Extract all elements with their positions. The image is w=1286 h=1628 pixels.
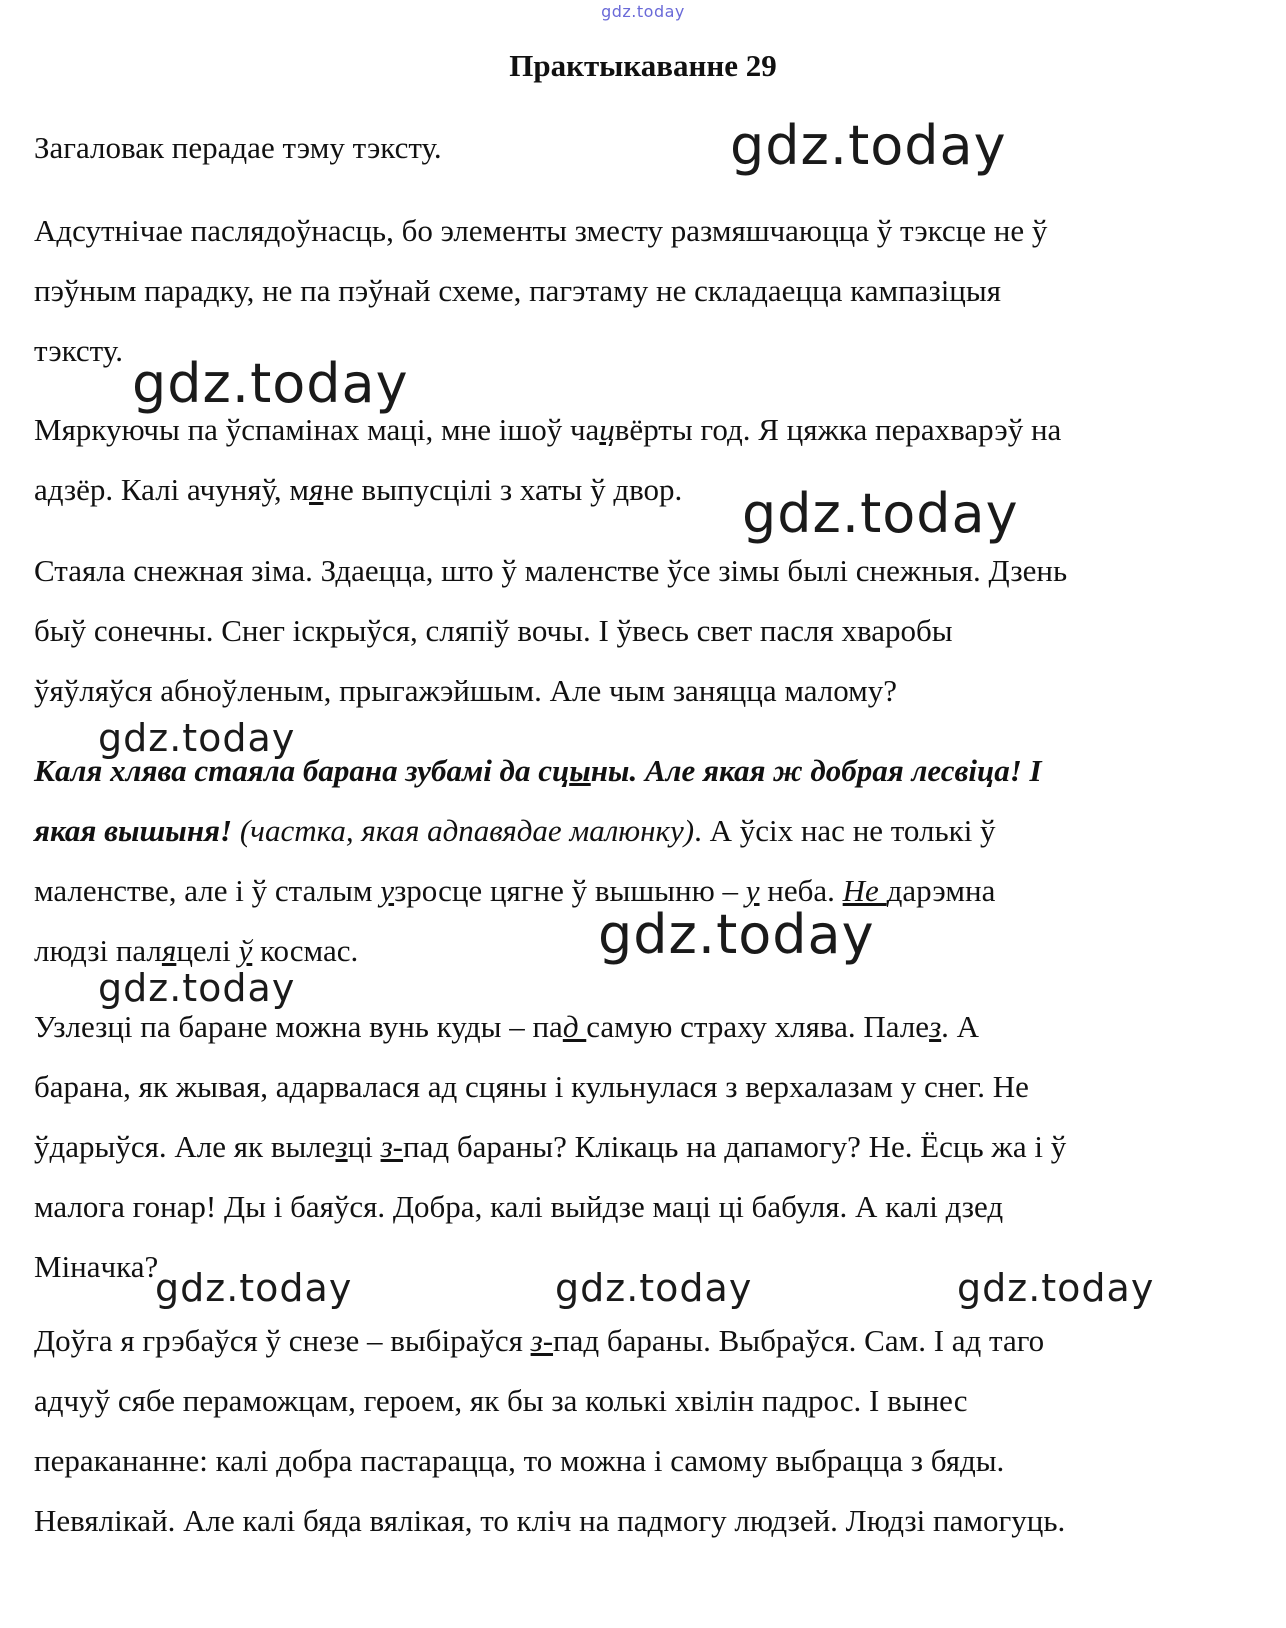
paragraph-6 (34, 997, 1254, 1297)
text-run: . А (941, 1009, 980, 1044)
text-run: Мяркуючы па ўспамінах маці, мне ішоў ча (34, 412, 600, 447)
text-line: адчуў сябе пераможцам, героем, як бы за колькі хвілін падрос. І вынес (34, 1383, 968, 1418)
text-line (34, 460, 1254, 520)
underlined-letter: ў (238, 933, 253, 968)
text-line: перакананне: калі добра пастарацца, то можна і самому выбрацца з бяды. (34, 1443, 1005, 1478)
underlined-letter: у (380, 873, 395, 908)
underlined-letter: д (562, 1009, 587, 1044)
text-line: ўяўляўся абноўленым, прыгажэйшым. Але чым заняцца маломy? (34, 673, 898, 708)
text-run: вёрты год. Я цяжка перахварэў на (614, 412, 1062, 447)
page-title: Практыкаванне 29 (509, 48, 777, 83)
underlined-letter: ы (569, 753, 591, 788)
paragraph-1 (34, 118, 1254, 178)
text-line (34, 1117, 1254, 1177)
text-run: не выпусцілі з хаты ў двор. (323, 472, 683, 507)
text-line: Мінaчка? (34, 1249, 159, 1284)
underlined-letter: з (929, 1009, 942, 1044)
watermark: gdz.today (730, 114, 1007, 177)
text-line: пэўным парадку, не па пэўнай схеме, пагэтаму не складаецца кампазіцыя (34, 273, 1001, 308)
watermark: gdz.today (155, 1266, 353, 1310)
paragraph-4 (34, 541, 1254, 721)
text-line: барана, як жывая, адарвалася ад сцяны і кульнулася з верхалазам у снег. Не (34, 1069, 1029, 1104)
site-mark: gdz.today (601, 2, 685, 21)
text-run: пад бараны? Клікаць на дапамогу? Не. Ёсць жа і ў (403, 1129, 1067, 1164)
text-line (34, 1311, 1254, 1371)
watermark: gdz.today (98, 966, 296, 1010)
watermark: gdz.today (98, 716, 296, 760)
text-run: неба. (759, 873, 843, 908)
watermark: gdz.today (132, 352, 409, 415)
text-run: ны. Але якая ж добрая лесвіца! І (590, 753, 1042, 788)
text-run: адзёр. Калі ачуняў, м (34, 472, 310, 507)
underlined-prefix: з- (530, 1323, 554, 1358)
underlined-letter: я (309, 472, 324, 507)
text-run: дарэмна (886, 873, 996, 908)
text-run: людзі пал (34, 933, 162, 968)
text-run: целі (176, 933, 239, 968)
watermark: gdz.today (957, 1266, 1155, 1310)
text-run: зросце цягне ў вышыню – (394, 873, 746, 908)
text-run: пад бараны. Выбраўся. Сам. І ад таго (553, 1323, 1045, 1358)
paragraph-3 (34, 400, 1254, 520)
text-line: малога гонар! Ды і баяўся. Добра, калі выйдзе маці ці бабуля. А калі дзед (34, 1189, 1004, 1224)
text-line (34, 801, 1254, 861)
paragraph-7 (34, 1311, 1254, 1551)
underlined-letter: ц (599, 412, 615, 447)
underlined-letter: з (335, 1129, 348, 1164)
text-line: Невялікай. Але калі бяда вялікая, то кліч на падмогу людзей. Людзі памогуць. (34, 1503, 1066, 1538)
underlined-word: Не (842, 873, 887, 908)
watermark: gdz.today (598, 903, 875, 966)
watermark: gdz.today (742, 482, 1019, 545)
text-run: Каля хлява стаяла барана зубамі да сц (34, 753, 570, 788)
underlined-prefix: з- (380, 1129, 403, 1164)
text-run: Доўга я грэбаўся ў снезе – выбіраўся (34, 1323, 531, 1358)
underlined-letter: я (161, 933, 177, 968)
watermark: gdz.today (555, 1266, 753, 1310)
text-run: . А ўсіх нас не толькі ў (694, 813, 996, 848)
text-line: быў сонечны. Снег іскрыўся, сляпіў вочы. І ўвесь свет пасля хваробы (34, 613, 953, 648)
text-line: тэксту. (34, 333, 123, 368)
italic-note: (частка, якая адпавядае малюнку) (232, 813, 695, 848)
bold-text: якая вышыня! (34, 813, 233, 848)
text-line: Адсутнічае паслядоўнасць, бо элементы зместу размяшчаюцца ў тэксце не ў (34, 213, 1048, 248)
text-run: Узлезці па баране можна вунь куды – па (34, 1009, 563, 1044)
text-line: Стаяла снежная зіма. Здаецца, што ў маленстве ўсе зімы былі снежныя. Дзень (34, 553, 1068, 588)
text-run: ці (347, 1129, 381, 1164)
text-run: маленстве, але і ў сталым (34, 873, 381, 908)
text-line: Загаловак перадае тэму тэксту. (34, 130, 442, 165)
text-run: ўдарыўся. Але як выле (34, 1129, 336, 1164)
underlined-letter: у (745, 873, 760, 908)
text-run: космас. (252, 933, 359, 968)
text-run: самую страху хлява. Пале (586, 1009, 930, 1044)
